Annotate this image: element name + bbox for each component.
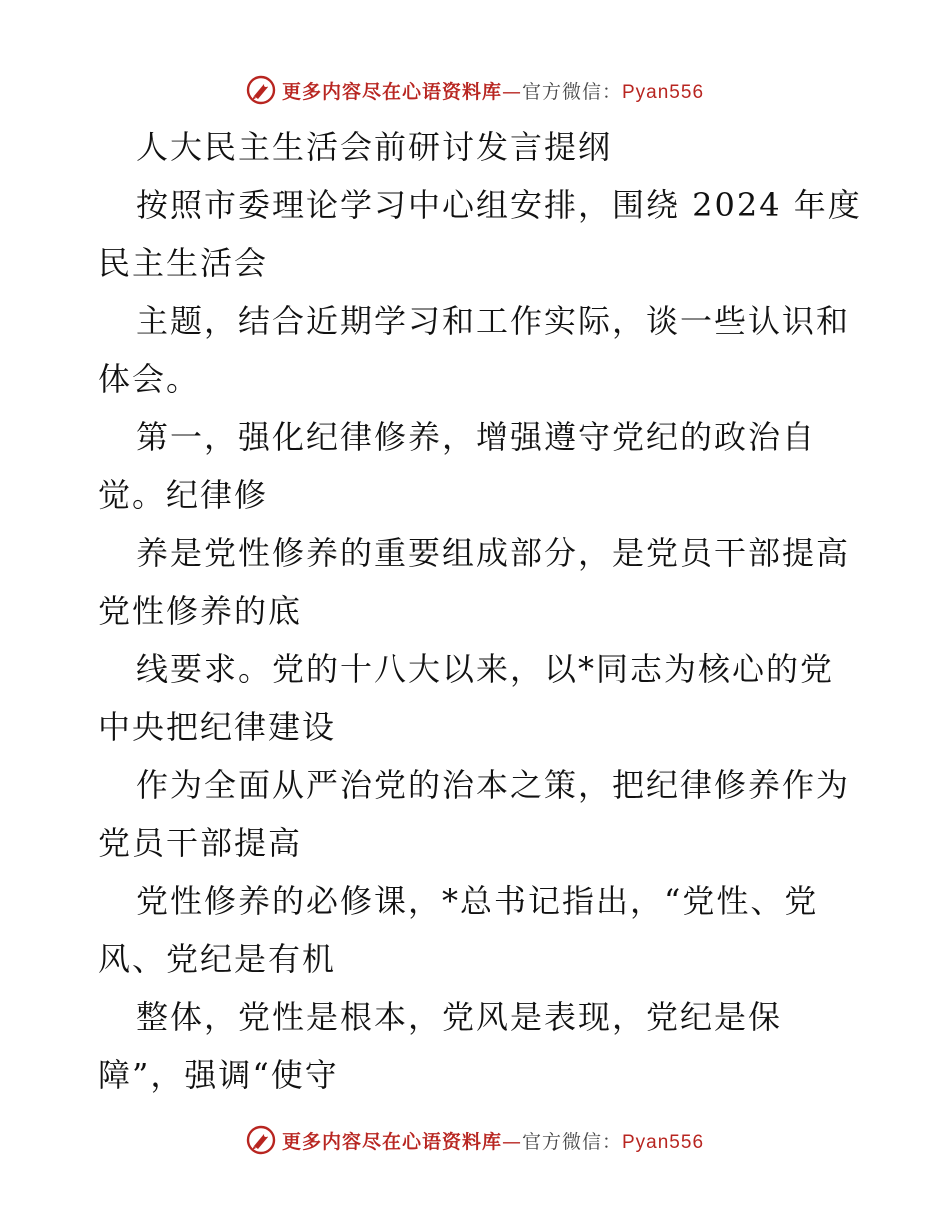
doc-title: 人大民主生活会前研讨发言提纲 — [136, 128, 613, 166]
watermark-sub: 官方微信： — [521, 80, 622, 103]
pen-logo-icon — [246, 1125, 276, 1155]
watermark-id: Pyan556 — [622, 1131, 705, 1153]
watermark-dash: — — [501, 80, 522, 103]
watermark-header — [0, 70, 950, 110]
watermark-text — [282, 1127, 704, 1154]
doc-line: 主题，结合近期学习和工作实际，谈一些认识和 — [136, 302, 851, 340]
watermark-main: 更多内容尽在心语资料库 — [281, 1130, 502, 1153]
doc-line: 线要求。党的十八大以来，以*同志为核心的党 — [136, 650, 835, 688]
watermark-text — [282, 77, 704, 104]
doc-line: 作为全面从严治党的治本之策，把纪律修养作为 — [136, 766, 851, 804]
doc-line: 第一，强化纪律修养，增强遵守党纪的政治自 — [136, 418, 817, 456]
doc-line: 党性修养的必修课，*总书记指出，“党性、党 — [136, 882, 819, 920]
doc-line: 中央把纪律建设 — [98, 708, 337, 746]
doc-line: 党性修养的底 — [98, 592, 303, 630]
watermark-footer — [0, 1120, 950, 1160]
watermark-main: 更多内容尽在心语资料库 — [281, 80, 502, 103]
pen-logo-icon — [246, 75, 276, 105]
doc-line: 民主生活会 — [98, 244, 269, 282]
watermark-id: Pyan556 — [622, 81, 705, 103]
document-body — [98, 118, 862, 1104]
doc-line: 养是党性修养的重要组成部分，是党员干部提高 — [136, 534, 851, 572]
watermark-sub: 官方微信： — [521, 1130, 622, 1153]
doc-line: 按照市委理论学习中心组安排，围绕 2024 年度 — [136, 186, 862, 224]
doc-line: 风、党纪是有机 — [98, 940, 337, 978]
doc-line: 体会。 — [98, 360, 201, 398]
doc-line: 整体，党性是根本，党风是表现，党纪是保 — [136, 998, 783, 1036]
doc-line: 觉。纪律修 — [98, 476, 269, 514]
doc-line: 障”，强调“使守 — [98, 1056, 339, 1094]
doc-line: 党员干部提高 — [98, 824, 303, 862]
watermark-dash: — — [501, 1130, 522, 1153]
